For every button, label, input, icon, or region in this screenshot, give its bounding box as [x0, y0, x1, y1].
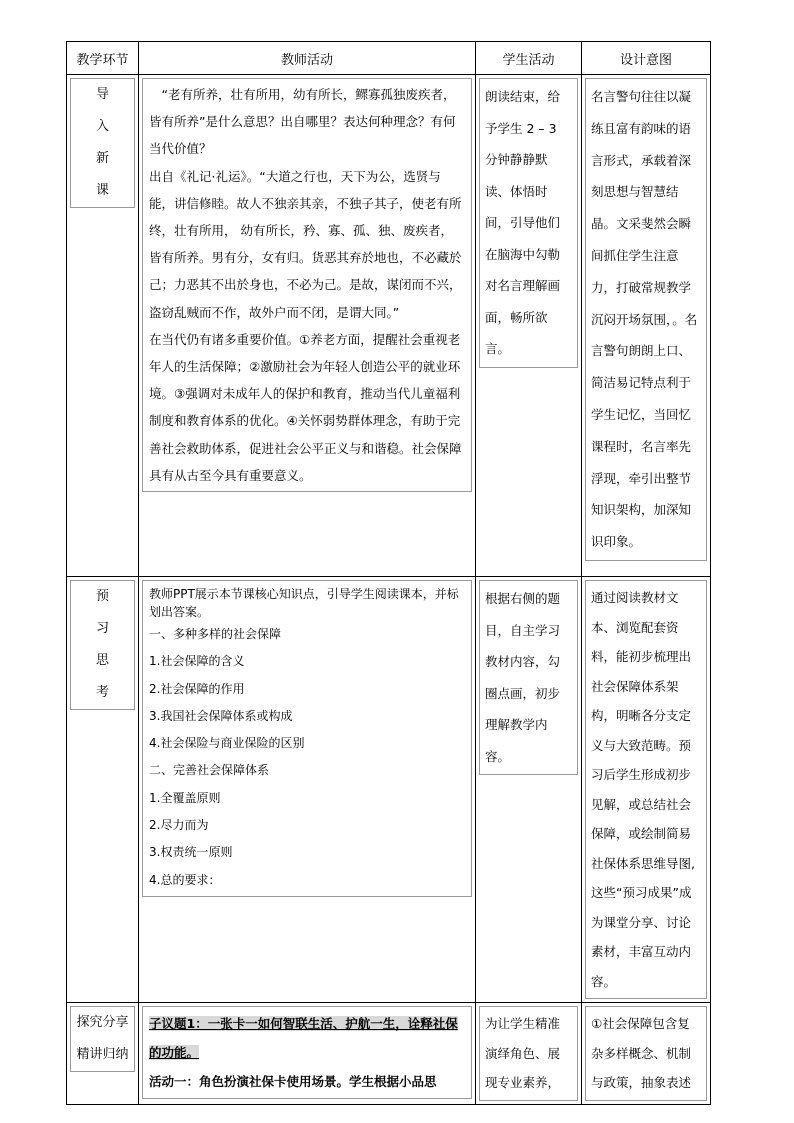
header-teacher-activity: 教师活动	[139, 42, 476, 75]
outline-heading-2: 二、完善社会保障体系	[149, 763, 270, 778]
outline-item: 4.社会保险与商业保险的区别	[149, 736, 305, 751]
subtopic-1: 子议题1：一张卡一如何智联生活、护航一生，诠释社保的功能。	[149, 1016, 458, 1060]
teacher-cell-explore	[139, 1003, 476, 1105]
header-student-activity: 学生活动	[476, 42, 582, 75]
header-phase: 教学环节	[67, 42, 139, 75]
phase-cell-introduction	[67, 75, 139, 577]
design-cell-explore: ①社会保障包含复杂多样概念、机制与政策，抽象表述	[582, 1003, 711, 1105]
phase-label-explore: 探究分享 精讲归纳	[76, 1015, 129, 1062]
phase-cell-preview	[67, 577, 139, 1003]
outline-heading-1: 一、多种多样的社会保障	[149, 627, 282, 641]
quote-source: 出自《礼记·礼运》。“大道之行也，天下为公，选贤与能，讲信修睦。故人不独亲其亲，不独子其子，使老有所终，壮有所用， 幼有所长，矜、寡、孤、独、废疾者，皆有所养。男有分，女有归。货恶其弃於地也，不必藏於己；力恶其不出於身也，不必为己。是故，谋闭而不兴，盗窃乱贼而不作，故外户而不闭，是谓大同。”	[149, 168, 462, 320]
outline-item: 2.社会保障的作用	[149, 681, 245, 696]
row-introduction	[67, 75, 711, 577]
outline-item: 2.尽力而为	[149, 818, 209, 833]
row-explore	[67, 1003, 711, 1105]
outline-item: 4.总的要求：	[149, 872, 221, 887]
outline-item: 3.我国社会保障体系或构成	[149, 708, 293, 723]
activity-1: 活动一：角色扮演社保卡使用场景。学生根据小品思	[149, 1074, 437, 1089]
outline-item: 1.全覆盖原则	[149, 790, 221, 805]
quote-question: “老有所养，壮有所用，幼有所长，鳏寡孤独废疾者，皆有所养”是什么意思？出自哪里？表达何种理念？有何当代价值？	[149, 87, 456, 157]
phase-label-preview: 预 习 思 考	[95, 589, 109, 700]
outline-item: 1.社会保障的含义	[149, 654, 245, 669]
preview-intro: 教师PPT展示本节课核心知识点，引导学生阅读课本，并标划出答案。	[149, 587, 459, 619]
phase-label-introduction: 导 入 新 课	[95, 87, 109, 198]
header-design-intent: 设计意图	[582, 42, 711, 75]
design-cell-introduction: 名言警句往往以凝练且富有韵味的语言形式，承载着深刻思想与智慧结晶。文采斐然会瞬间抓住学生注意力，打破常规教学沉闷开场氛围，。名言警句朗朗上口、简洁易记特点利于学生记忆，当回忆课程时，名言率先浮现，牵引出整节知识架构，加深知识印象。	[582, 75, 711, 577]
design-cell-preview: 通过阅读教材文本、浏览配套资料，能初步梳理出社会保障体系架构，明晰各分支定义与大致范畴。预习后学生形成初步见解，或总结社会保障，或绘制简易社保体系思维导图,这些“预习成果”成为课堂分享、讨论素材，丰富互动内容。	[582, 577, 711, 1003]
lesson-plan-table	[66, 41, 711, 1105]
student-cell-preview: 根据右侧的题目，自主学习教材内容，勾圈点画，初步理解教学内容。	[476, 577, 582, 1003]
phase-cell-explore	[67, 1003, 139, 1105]
header-row	[67, 42, 711, 75]
row-preview	[67, 577, 711, 1003]
student-cell-explore: 为让学生精准演绎角色、展现专业素养，	[476, 1003, 582, 1105]
student-cell-introduction: 朗读结束，给予学生 2 – 3 分钟静静默读、体悟时间，引导他们在脑海中勾勒对名言理解画面，畅所欲言。	[476, 75, 582, 577]
teacher-cell-introduction	[139, 75, 476, 577]
quote-value: 在当代仍有诸多重要价值。①养老方面，提醒社会重视老年人的生活保障；②激励社会为年轻人创造公平的就业环境。③强调对未成年人的保护和教育，推动当代儿童福利制度和教育体系的优化。④关怀弱势群体理念，有助于完善社会救助体系，促进社会公平正义与和谐稳。社会保障具有从古至今具有重要意义。	[149, 331, 462, 483]
outline-item: 3.权责统一原则	[149, 845, 233, 860]
teacher-cell-preview	[139, 577, 476, 1003]
